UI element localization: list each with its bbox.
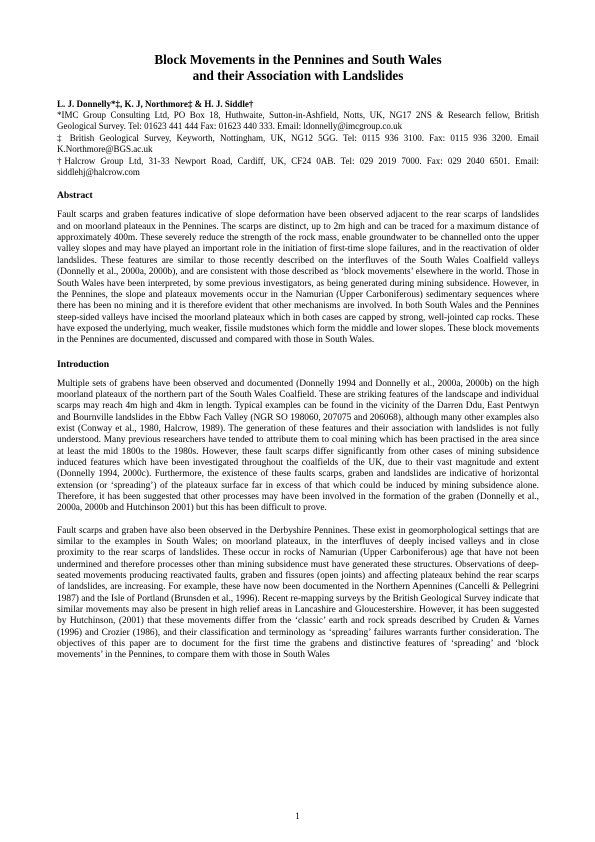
affiliation-bgs: ‡ British Geological Survey, Keyworth, Nottingham, UK, NG12 5GG. Tel: 0115 936 3100. Fax: 0115 936 3200. Email K.Northmore@BGS.ac.uk: [57, 132, 539, 155]
title-line-1: Block Movements in the Pennines and South Wales: [154, 52, 442, 67]
abstract-heading: Abstract: [57, 190, 93, 202]
abstract-text: Fault scarps and graben features indicative of slope deformation have been observed adjacent to the rear scarps of landslides and on moorland plateaux in the Pennines. The scarps are distinct, up to 2m high and can be traced for a maximum distance of approximately 400m. These severely reduce the strength of the rock mass, enable groundwater to be channelled onto the upper valley slopes and may have played an important role in the initiation of first-time slope failures, and in the reactivation of older landslides. These features are similar to those recently described on the interfluves of the South Wales Coalfield valleys (Donnelly et al., 2000a, 2000b), and are consistent with those described as ‘block movements’ elsewhere in the world. Those in South Wales have been interpreted, by some previous investigators, as being generated during mining subsidence. However, in the Pennines, the slope and plateaux movements occur in the Namurian (Upper Carboniferous) sedimentary sequences where there has been no mining and it is therefore evident that other mechanisms are involved. In both South Wales and the Pennines steep-sided valleys have incised the moorland plateaux which in both cases are capped by strong, well-jointed cap rocks. These have exposed the underlying, much weaker, fissile mudstones which form the middle and lower slopes. These block movements in the Pennines are documented, discussed and compared with those in South Wales.: [57, 210, 539, 346]
affiliation-imc: *IMC Group Consulting Ltd, PO Box 18, Huthwaite, Sutton-in-Ashfield, Notts, UK, NG17 2NS & Research fellow, British Geological Survey. Tel: 01623 441 444 Fax: 01623 440 333. Email: ldonnelly@imcgroup.co.uk: [57, 110, 539, 132]
introduction-paragraph-1: Multiple sets of grabens have been observed and documented (Donnelly 1994 and Donnelly et al., 2000a, 2000b) on the high moorland plateaux of the northern part of the South Wales Coalfield. These are striking features of the landscape and individual scarps may reach 4m high and 4km in length. Typical examples can be found in the vicinity of the Darren Ddu, East Pentwyn and Bournville landslides in the Ebbw Fach Valley (NGR SO 198060, 207075 and 206068), although many other examples also exist (Conway et al., 1980, Halcrow, 1989). The generation of these features and their association with landslides is not fully understood. Many previous researchers have tended to attribute them to coal mining which has been practised in the area since at least the mid 1800s to the 1980s. However, these fault scarps differ significantly from other cases of mining subsidence induced features which have been investigated throughout the coalfields of the UK, due to their vast magnitude and extent (Donnelly 1994, 2000c). Furthermore, the existence of these faults scarps, graben and landslides are indicative of horizontal extension (or ‘spreading’) of the plateaux surface far in excess of that which could be induced by mining subsidence alone. Therefore, it has been suggested that other processes may have been involved in the formation of the graben (Donnelly et al., 2000a, 2000b and Hutchinson 2001) but this has been difficult to prove.: [57, 378, 539, 514]
page-number: 1: [295, 811, 300, 821]
introduction-heading: Introduction: [57, 358, 110, 370]
document-page: [57, 52, 539, 673]
title-line-2: and their Association with Landslides: [192, 68, 404, 83]
paper-title: [57, 52, 539, 84]
affiliation-halcrow: †Halcrow Group Ltd, 31-33 Newport Road, Cardiff, UK, CF24 0AB. Tel: 029 2019 7000. Fax: 029 2040 6501. Email: siddlehj@halcrow.com: [57, 155, 539, 178]
introduction-paragraph-2: Fault scarps and graben have also been observed in the Derbyshire Pennines. These exist in geomorphological settings that are similar to the examples in South Wales; on moorland plateaux, in the interfluves of deeply incised valleys and in close proximity to the rear scarps of landslides. These occur in rocks of Namurian (Upper Carboniferous) age that have not been undermined and therefore processes other than mining subsidence must have generated these structures. Observations of deep-seated movements producing reactivated faults, graben and fissures (open joints) and affecting plateaux behind the rear scarps of landslides, are increasing. For example, these have now been documented in the Northern Apennines (Cancelli & Pellegrini 1987) and the Isle of Portland (Brunsden et al., 1996). Recent re-mapping surveys by the British Geological Survey indicate that similar movements may also be present in high relief areas in Lancashire and Gloucestershire. However, it has been suggested by Hutchinson, (2001) that these movements differ from the ‘classic’ earth and rock spreads described by Cruden & Varnes (1996) and Crozier (1986), and their classification and terminology as ‘spreading’ failures warrants further consideration. The objectives of this paper are to document for the first time the grabens and distinctive features of ‘spreading’ and ‘block movements’ in the Pennines, to compare them with those in South Wales: [57, 525, 539, 661]
author-list: L. J. Donnelly*‡, K. J, Northmore‡ & H. J. Siddle†: [57, 99, 254, 109]
